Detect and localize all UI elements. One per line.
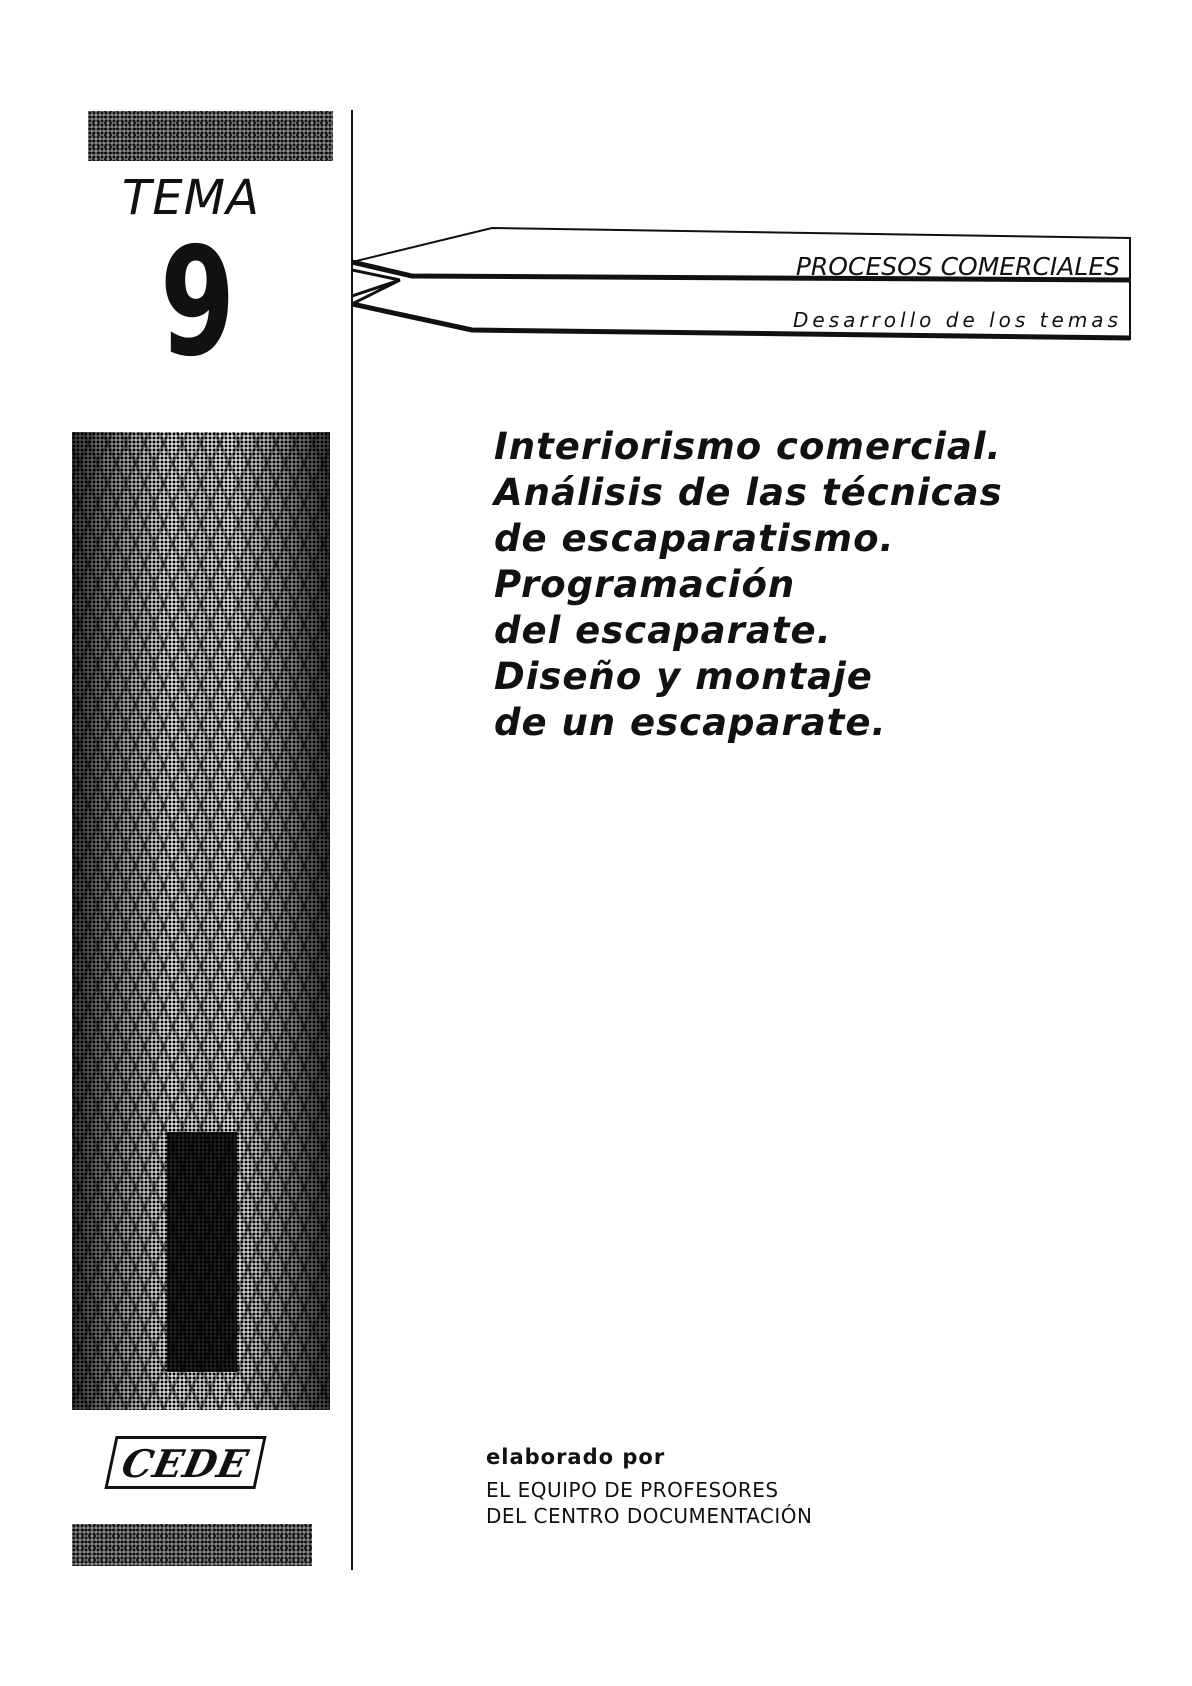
title-line: de un escaparate. [494, 701, 887, 744]
credit-line: EL EQUIPO DE PROFESORES [486, 1478, 779, 1502]
bottom-pattern-strip [72, 1524, 312, 1566]
banner-subtitle: Desarrollo de los temas [792, 308, 1122, 332]
banner-title: PROCESOS COMERCIALES [795, 252, 1120, 281]
title-line: de escaparatismo. [494, 517, 895, 560]
credit-line: DEL CENTRO DOCUMENTACIÓN [486, 1504, 813, 1528]
tema-number: 9 [160, 216, 236, 390]
cede-logo-text: CEDE [104, 1436, 266, 1489]
credit-intro: elaborado por [486, 1445, 666, 1469]
title-line: Programación [494, 563, 796, 606]
title-line: Análisis de las técnicas [494, 471, 1003, 514]
tema-label: TEMA [122, 170, 260, 226]
credit-block [486, 1445, 986, 1529]
cede-logo [110, 1436, 261, 1489]
title-line: del escaparate. [494, 609, 832, 652]
title-line: Interiorismo comercial. [494, 425, 1002, 468]
corridor-photo [72, 432, 330, 1410]
top-pattern-strip [88, 111, 333, 161]
banner-shape [352, 222, 1132, 352]
title-line: Diseño y montaje [494, 655, 873, 698]
topic-title [494, 424, 1134, 746]
